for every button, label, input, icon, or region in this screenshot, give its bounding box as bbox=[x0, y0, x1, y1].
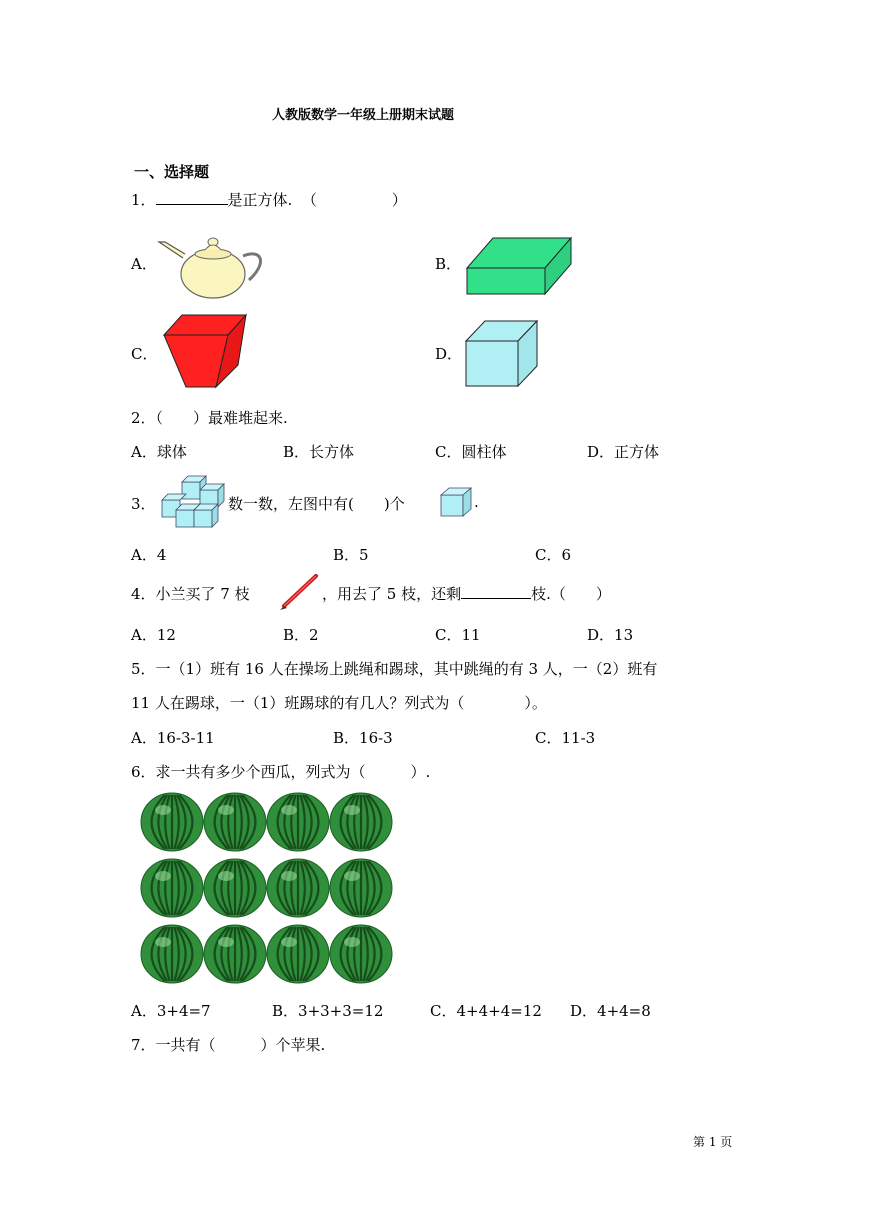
q2-option-b: B．长方体 bbox=[283, 443, 355, 461]
q4-text-before: 4．小兰买了 7 枝 bbox=[131, 585, 250, 603]
q4-text-after: ，用去了 5 枝，还剩 bbox=[322, 585, 462, 603]
question-1 bbox=[131, 189, 407, 210]
q3-end: . bbox=[474, 493, 479, 511]
q1-blank bbox=[156, 190, 228, 205]
question-2: 2．（ ）最难堆起来. bbox=[131, 409, 288, 427]
q3-option-b: B．5 bbox=[333, 546, 369, 564]
q4-option-d: D．13 bbox=[587, 626, 634, 644]
watermelon-icon bbox=[330, 925, 392, 983]
cuboid-icon bbox=[465, 236, 575, 296]
cube-stack-icon bbox=[160, 472, 226, 530]
page-number: 第 1 页 bbox=[693, 1135, 733, 1149]
question-4 bbox=[322, 583, 611, 604]
q3-number: 3． bbox=[131, 495, 156, 513]
page-title: 人教版数学一年级上册期末试题 bbox=[272, 108, 455, 123]
pencil-icon bbox=[278, 573, 320, 611]
watermelon-icon bbox=[267, 793, 329, 851]
watermelon-icon bbox=[330, 859, 392, 917]
q6-option-a: A．3+4=7 bbox=[131, 1002, 211, 1020]
q4-option-c: C．11 bbox=[435, 626, 481, 644]
frustum-icon bbox=[162, 313, 248, 389]
watermelon-icon bbox=[141, 925, 203, 983]
q1-text: 是正方体. bbox=[227, 191, 293, 209]
cube-icon bbox=[465, 320, 539, 388]
teapot-icon bbox=[155, 230, 270, 300]
watermelon-icon bbox=[267, 859, 329, 917]
q5-option-b: B．16-3 bbox=[333, 729, 393, 747]
question-7: 7．一共有（ ）个苹果. bbox=[131, 1036, 326, 1054]
q6-option-b: B．3+3+3=12 bbox=[272, 1002, 384, 1020]
watermelon-icon bbox=[141, 793, 203, 851]
q4-blank bbox=[461, 584, 531, 599]
watermelon-icon bbox=[204, 925, 266, 983]
section-title: 一、选择题 bbox=[134, 163, 210, 181]
q6-option-d: D．4+4=8 bbox=[570, 1002, 651, 1020]
q5-line-2: 11 人在踢球，一（1）班踢球的有几人？列式为（ ）。 bbox=[131, 694, 547, 712]
q6-option-c: C．4+4+4=12 bbox=[430, 1002, 542, 1020]
q5-option-a: A．16-3-11 bbox=[131, 729, 215, 747]
q3-option-a: A．4 bbox=[131, 546, 167, 564]
q5-line-1: 5．一（1）班有 16 人在操场上跳绳和踢球，其中跳绳的有 3 人，一（2）班有 bbox=[131, 660, 658, 678]
watermelon-icon bbox=[204, 793, 266, 851]
q1-option-a: A． bbox=[131, 255, 157, 273]
q3-text: 数一数，左图中有( )个 bbox=[228, 495, 405, 513]
q1-option-b: B． bbox=[435, 255, 462, 273]
q1-option-d: D． bbox=[435, 345, 463, 363]
q1-number: 1． bbox=[131, 191, 156, 209]
q1-option-c: C． bbox=[131, 345, 158, 363]
q3-option-c: C．6 bbox=[535, 546, 572, 564]
q4-text-end: 枝.（ ） bbox=[531, 585, 611, 603]
q4-option-b: B．2 bbox=[283, 626, 319, 644]
q4-option-a: A．12 bbox=[131, 626, 176, 644]
watermelon-grid bbox=[140, 790, 395, 985]
watermelon-icon bbox=[141, 859, 203, 917]
watermelon-icon bbox=[330, 793, 392, 851]
q2-option-d: D．正方体 bbox=[587, 443, 660, 461]
question-6: 6．求一共有多少个西瓜，列式为（ ）. bbox=[131, 763, 431, 781]
small-cube-icon bbox=[440, 487, 472, 517]
q2-option-c: C．圆柱体 bbox=[435, 443, 507, 461]
q2-option-a: A．球体 bbox=[131, 443, 187, 461]
watermelon-icon bbox=[204, 859, 266, 917]
watermelon-icon bbox=[267, 925, 329, 983]
q1-paren: （ ） bbox=[301, 191, 407, 209]
q5-option-c: C．11-3 bbox=[535, 729, 596, 747]
